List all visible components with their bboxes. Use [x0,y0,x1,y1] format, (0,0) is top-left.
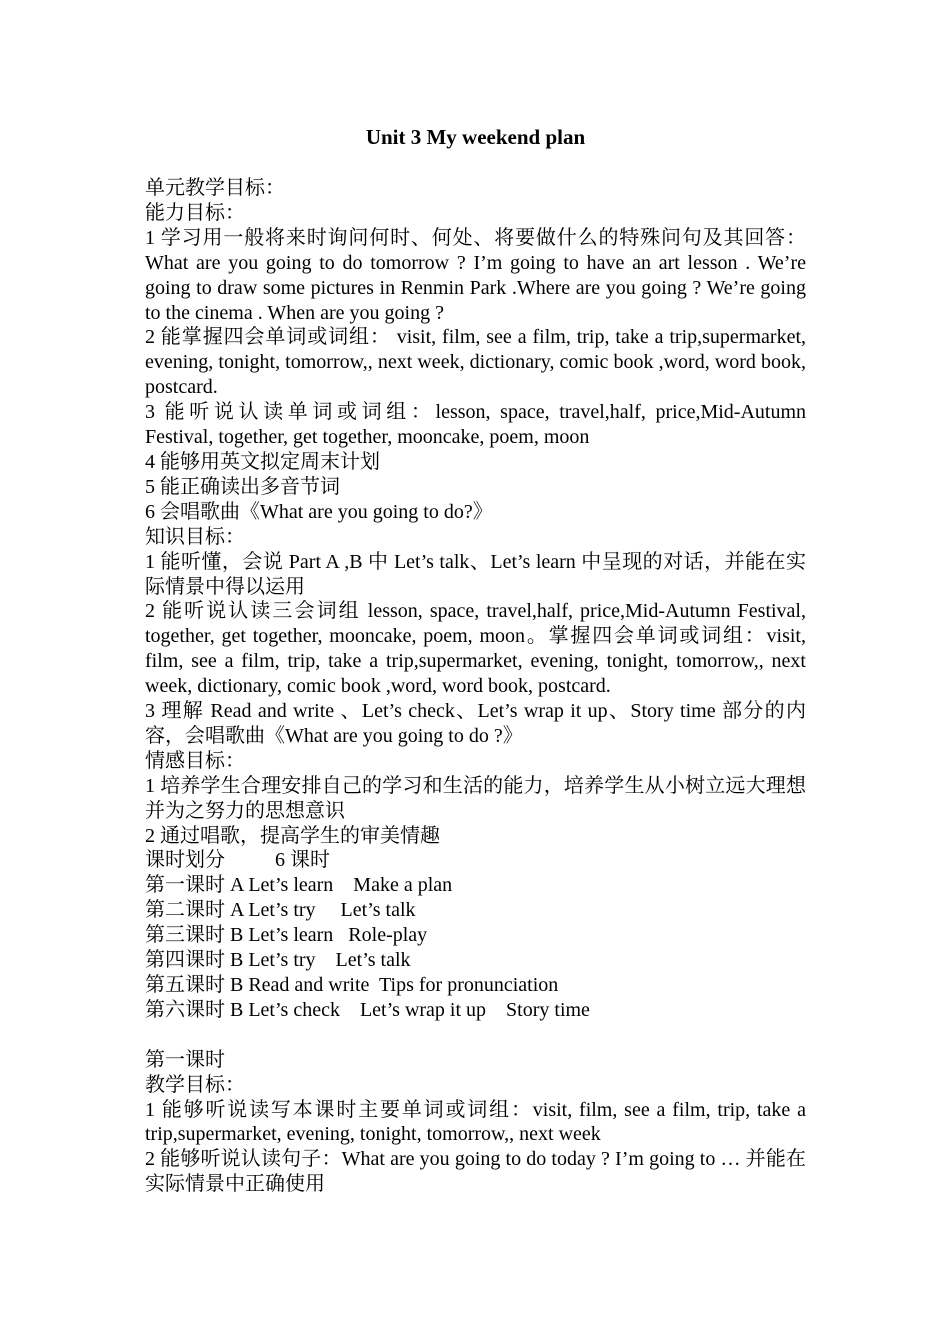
emotion-goal-item: 1 培养学生合理安排自己的学习和生活的能力，培养学生从小树立远大理想并为之努力的思想意识 [145,774,806,822]
knowledge-goal-item: 1 能听懂，会说 Part A ,B 中 Let’s talk、Let’s learn 中呈现的对话，并能在实际情景中得以运用 [145,550,806,598]
schedule-lesson: 第二课时 A Let’s try Let’s talk [145,899,416,922]
schedule-lesson: 第六课时 B Let’s check Let’s wrap it up Story time [145,998,590,1021]
document-title: Unit 3 My weekend plan [365,125,586,149]
schedule-heading: 课时划分 6 课时 [145,849,330,872]
lesson1-goals-heading: 教学目标： [145,1073,245,1096]
ability-goals-heading: 能力目标： [145,201,245,224]
knowledge-goal-item: 2 能听说认读三会词组 lesson, space, travel,half, price,Mid-Autumn Festival, together, get together, mooncake, poem, moon。掌握四会单词或词组：visit, film, see a film, trip, take a trip,supermarket, evening, tonight, tomorrow,, next week, dictionary, comic book ,word, word book, postcard. [145,600,806,698]
ability-goal-item: 4 能够用英文拟定周末计划 [145,450,380,473]
schedule-lesson: 第三课时 B Let’s learn Role-play [145,924,428,947]
schedule-lesson: 第五课时 B Read and write Tips for pronunciation [145,974,559,996]
ability-goal-item: 1 学习用一般将来时询问何时、何处、将要做什么的特殊问句及其回答： What are you going to do tomorrow ? I’m going to have an art lesson . We’re going to draw some pictures in Renmin Park .Where are you going ? We’re going to the cinema . When are you going ? [145,226,806,324]
lesson1-goal-item: 1 能够听说读写本课时主要单词或词组：visit, film, see a film, trip, take a trip,supermarket, evening, tonight, tomorrow,, next week [145,1098,806,1146]
lesson1-heading: 第一课时 [145,1048,225,1071]
ability-goal-item: 3 能听说认读单词或词组：lesson, space, travel,half, price,Mid-Autumn Festival, together, get together, mooncake, poem, moon [145,401,806,449]
schedule-lesson: 第一课时 A Let’s learn Make a plan [145,874,453,897]
ability-goal-item: 5 能正确读出多音节词 [145,475,340,498]
lesson1-goal-item: 2 能够听说认读句子：What are you going to do today ? I’m going to … 并能在实际情景中正确使用 [145,1148,806,1196]
emotion-goals-heading: 情感目标： [145,749,245,772]
knowledge-goals-heading: 知识目标： [145,525,245,548]
schedule-lesson: 第四课时 B Let’s try Let’s talk [145,949,411,972]
knowledge-goal-item: 3 理解 Read and write 、Let’s check、Let’s wrap it up、Story time 部分的内容，会唱歌曲《What are you going to do ?》 [145,700,806,747]
emotion-goal-item: 2 通过唱歌，提高学生的审美情趣 [145,824,440,847]
ability-goal-item: 2 能掌握四会单词或词组： visit, film, see a film, trip, take a trip,supermarket, evening, tonight, tomorrow,, next week, dictionary, comic book ,word, word book, postcard. [145,326,806,399]
document-page [145,122,806,1197]
blank-line [145,1023,806,1048]
ability-goal-item: 6 会唱歌曲《What are you going to do?》 [145,500,493,523]
unit-goals-heading: 单元教学目标： [145,177,285,199]
